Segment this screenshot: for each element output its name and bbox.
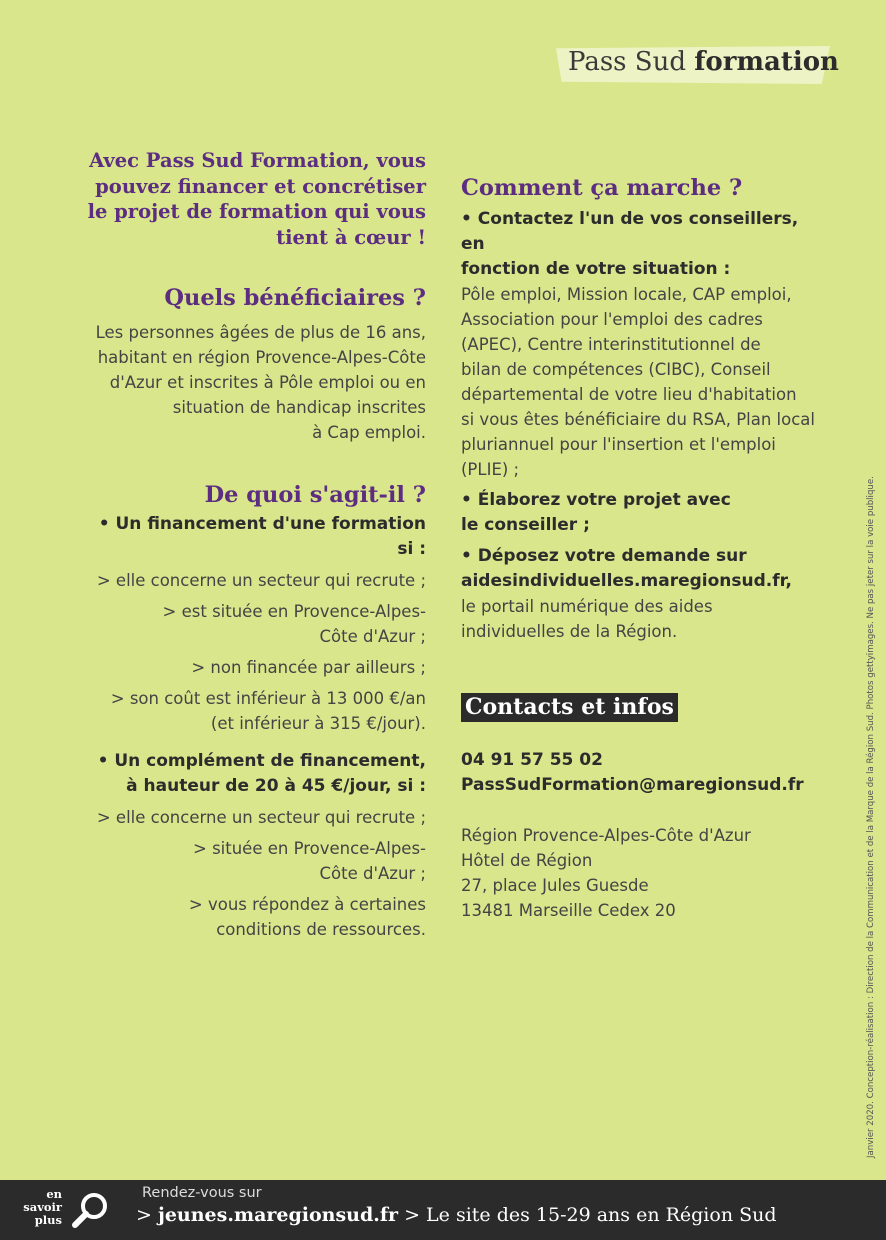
step1-line: Pôle emploi, Mission locale, CAP emploi, [461, 285, 792, 304]
beneficiaires-line: d'Azur et inscrites à Pôle emploi ou en [109, 373, 426, 392]
magnifier-icon [70, 1190, 112, 1230]
comment-section [461, 174, 821, 644]
complement-item: Côte d'Azur ; [319, 864, 426, 883]
beneficiaires-line: situation de handicap inscrites [172, 398, 426, 417]
address-line: 27, place Jules Guesde [461, 876, 649, 895]
header-tag-light: Pass Sud [568, 47, 686, 77]
financement-item: > est située en Provence-Alpes- [162, 602, 426, 621]
financement-item: > non financée par ailleurs ; [191, 658, 426, 677]
beneficiaires-section [80, 284, 426, 445]
contact-phone[interactable]: 04 91 57 55 02 [461, 750, 603, 770]
beneficiaires-line: Les personnes âgées de plus de 16 ans, [95, 323, 426, 342]
footer-bar [0, 1180, 886, 1240]
complement-item: > elle concerne un secteur qui recrute ; [96, 808, 426, 827]
intro-line: tient à cœur ! [276, 225, 426, 249]
financement-item: > son coût est inférieur à 13 000 €/an [110, 689, 426, 708]
intro-line: pouvez financer et concrétiser [95, 174, 426, 198]
step1-line: (PLIE) ; [461, 460, 520, 479]
step1-title: • Contactez l'un de vos conseillers, en [461, 209, 799, 254]
financement-title: • Un financement d'une formation si : [98, 514, 426, 559]
complement-item: > vous répondez à certaines [188, 895, 426, 914]
quoi-section [80, 481, 426, 736]
complement-section [80, 749, 426, 942]
site-suffix: > Le site des 15-29 ans en Région Sud [398, 1204, 777, 1226]
step1-title: fonction de votre situation : [461, 259, 731, 279]
financement-item: (et inférieur à 315 €/jour). [210, 714, 426, 733]
financement-item: Côte d'Azur ; [319, 627, 426, 646]
financement-item: > elle concerne un secteur qui recrute ; [96, 571, 426, 590]
step1-line: Association pour l'emploi des cadres [461, 310, 763, 329]
header-tag-bold: formation [694, 47, 839, 77]
header-tag [568, 46, 839, 78]
address-line: Région Provence-Alpes-Côte d'Azur [461, 826, 751, 845]
intro-line: le projet de formation qui vous [87, 200, 426, 223]
contact-email[interactable]: PassSudFormation@maregionsud.fr [461, 775, 804, 795]
step3-line: le portail numérique des aides [461, 597, 713, 616]
credit-text: Janvier 2020. Conception-réalisation : Direction de la Communication et de la Marque de la Région Sud. Photos gettyimages. Ne pas jeter sur la voie publique. [866, 476, 876, 1158]
contacts-section [461, 693, 821, 923]
step1-line: départemental de votre lieu d'habitation [461, 385, 797, 404]
address-line: Hôtel de Région [461, 851, 593, 870]
contacts-title: Contacts et infos [461, 693, 678, 722]
quoi-title: De quoi s'agit-il ? [204, 482, 426, 508]
intro-text [80, 148, 426, 250]
step3-link[interactable]: aidesindividuelles.maregionsud.fr, [461, 571, 792, 591]
complement-item: conditions de ressources. [216, 920, 426, 939]
step1-line: (APEC), Centre interinstitutionnel de [461, 335, 761, 354]
comment-title: Comment ça marche ? [461, 175, 743, 201]
rendez-vous-text: Rendez-vous sur [142, 1185, 262, 1201]
step2-title: le conseiller ; [461, 515, 590, 535]
complement-item: > située en Provence-Alpes- [193, 839, 426, 858]
beneficiaires-line: habitant en région Provence-Alpes-Côte [97, 348, 426, 367]
beneficiaires-line: à Cap emploi. [312, 423, 426, 442]
en-savoir-plus-line: en [46, 1187, 62, 1201]
step1-line: bilan de compétences (CIBC), Conseil [461, 360, 771, 379]
address-line: 13481 Marseille Cedex 20 [461, 901, 676, 920]
en-savoir-plus-line: savoir [23, 1200, 62, 1214]
en-savoir-plus-line: plus [34, 1213, 62, 1227]
en-savoir-plus [10, 1188, 62, 1227]
site-line [136, 1204, 777, 1226]
step1-line: pluriannuel pour l'insertion et l'emploi [461, 435, 776, 454]
step3-line: individuelles de la Région. [461, 622, 678, 641]
step3-title: • Déposez votre demande sur [461, 546, 747, 566]
intro-line: Avec Pass Sud Formation, vous [89, 149, 426, 172]
site-link[interactable]: jeunes.maregionsud.fr [157, 1204, 399, 1226]
beneficiaires-title: Quels bénéficiaires ? [164, 285, 426, 311]
step2-title: • Élaborez votre projet avec [461, 490, 731, 510]
complement-title: • Un complément de financement, [97, 751, 426, 771]
site-prefix: > [136, 1204, 158, 1226]
step1-line: si vous êtes bénéficiaire du RSA, Plan local [461, 410, 815, 429]
complement-title: à hauteur de 20 à 45 €/jour, si : [126, 776, 426, 796]
